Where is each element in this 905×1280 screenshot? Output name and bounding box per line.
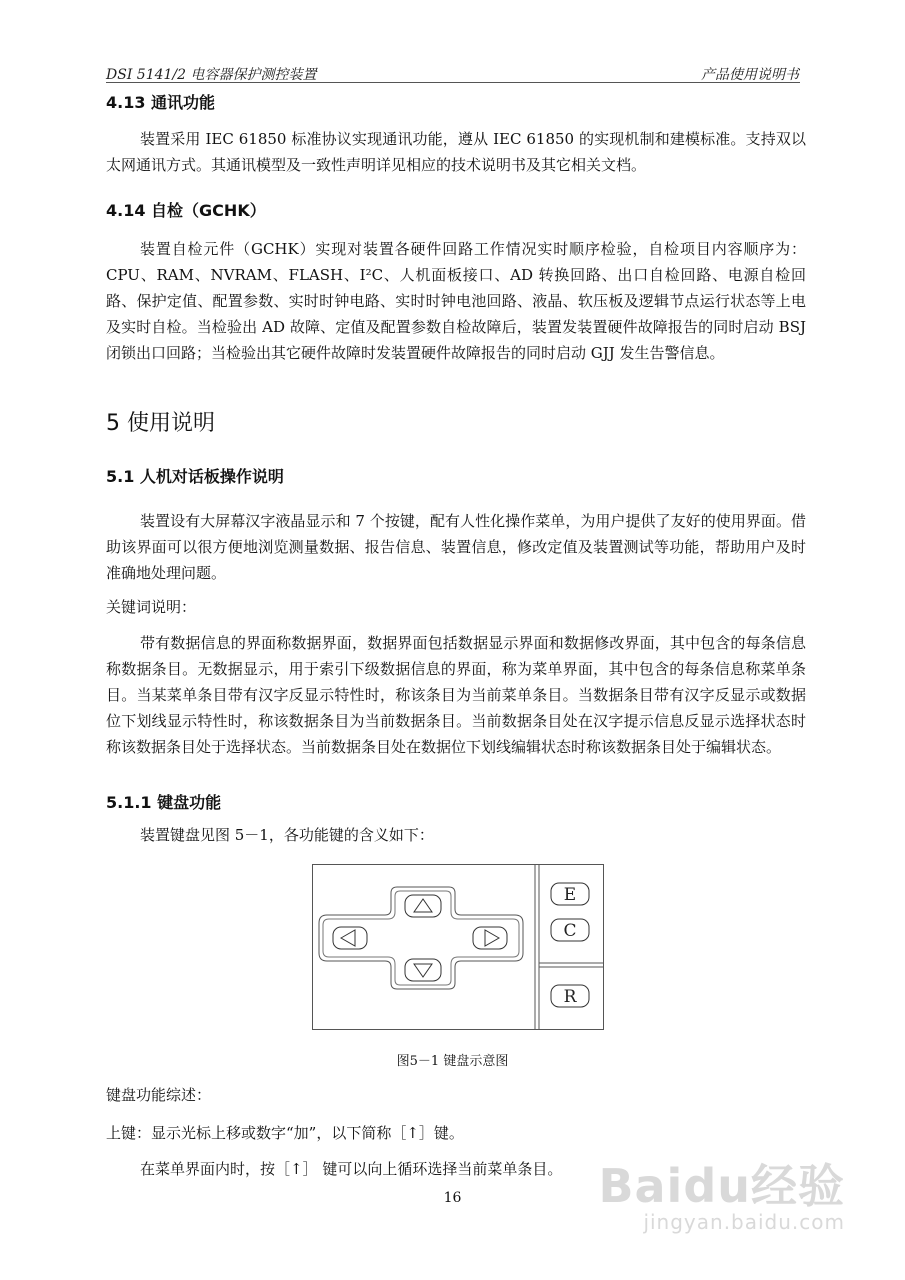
up-key-description: 上键：显示光标上移或数字“加”，以下简称［↑］键。 [106, 1124, 464, 1142]
down-arrow-icon [414, 964, 432, 977]
keyword-label: 关键词说明： [106, 598, 197, 616]
paragraph-4-14: 装置自检元件（GCHK）实现对装置各硬件回路工作情况实时顺序检验，自检项目内容顺序为：CPU、RAM、NVRAM、FLASH、I²C、人机面板接口、AD 转换回路、出口自检回路、电源自检回路、保护定值、配置参数、实时时钟电路、实时时钟电池回路、液晶、软压板及逻辑节点运行状态等上电及实时自检。当检验出 AD 故障、定值及配置参数自检故障后，装置发装置硬件故障报告的同时启动 BSJ 闭锁出口回路；当检验出其它硬件故障时发装置硬件故障报告的同时启动 GJJ 发生告警信息。 [106, 240, 806, 362]
right-arrow-icon [485, 930, 499, 946]
r-key [551, 985, 589, 1007]
heading-5-1-1: 5.1.1 键盘功能 [106, 793, 222, 812]
watermark-url: jingyan.baidu.com [643, 1210, 845, 1234]
paragraph-keywords: 带有数据信息的界面称数据界面，数据界面包括数据显示界面和数据修改界面，其中包含的每条信息称数据条目。无数据显示，用于索引下级数据信息的界面，称为菜单界面，其中包含的每条信息称菜单条目。当某菜单条目带有汉字反显示特性时，称该条目为当前菜单条目。当数据条目带有汉字反显示或数据位下划线显示特性时，称该数据条目为当前数据条目。当前数据条目处在汉字提示信息反显示选择状态时称该数据条目处于选择状态。当前数据条目处在数据位下划线编辑状态时称该数据条目处于编辑状态。 [106, 634, 806, 756]
paragraph-5-1-intro: 装置设有大屏幕汉字液晶显示和 7 个按键，配有人性化操作菜单，为用户提供了友好的使用界面。借助该界面可以很方便地浏览测量数据、报告信息、装置信息，修改定值及装置测试等功能，帮助用户及时准确地处理问题。 [106, 512, 806, 582]
e-key-label: E [563, 885, 577, 905]
header-doc-title: DSI 5141/2 电容器保护测控装置 [106, 67, 317, 83]
left-key [333, 927, 367, 949]
header-doc-type: 产品使用说明书 [701, 67, 799, 83]
c-key [551, 919, 589, 941]
watermark-brand: Baidu经验 [598, 1159, 845, 1213]
r-key-label: R [563, 987, 577, 1007]
keyboard-diagram [313, 865, 603, 1029]
dpad-outline-inner [323, 891, 519, 985]
header-divider [106, 82, 800, 83]
keyboard-figure [312, 864, 604, 1030]
up-arrow-icon [414, 899, 432, 912]
heading-4-14: 4.14 自检（GCHK） [106, 201, 266, 220]
c-key-label: C [563, 921, 577, 941]
down-key [405, 959, 441, 981]
heading-5: 5 使用说明 [106, 411, 215, 436]
e-key [551, 883, 589, 905]
heading-4-13: 4.13 通讯功能 [106, 93, 216, 112]
up-key-menu-behavior: 在菜单界面内时，按［↑］ 键可以向上循环选择当前菜单条目。 [140, 1160, 563, 1178]
paragraph-4-13: 装置采用 IEC 61850 标准协议实现通讯功能，遵从 IEC 61850 的实现机制和建模标准。支持双以太网通讯方式。其通讯模型及一致性声明详见相应的技术说明书及其它相关文档。 [106, 130, 806, 174]
baidu-watermark [598, 1150, 845, 1234]
figure-caption: 图5－1 键盘示意图 [396, 1054, 509, 1069]
right-key [473, 927, 507, 949]
left-arrow-icon [341, 930, 355, 946]
heading-5-1: 5.1 人机对话板操作说明 [106, 467, 284, 486]
keyboard-summary-label: 键盘功能综述： [106, 1086, 212, 1104]
up-key [405, 895, 441, 917]
paragraph-keyboard-ref: 装置键盘见图 5－1，各功能键的含义如下： [140, 826, 434, 844]
page-number: 16 [443, 1190, 462, 1206]
